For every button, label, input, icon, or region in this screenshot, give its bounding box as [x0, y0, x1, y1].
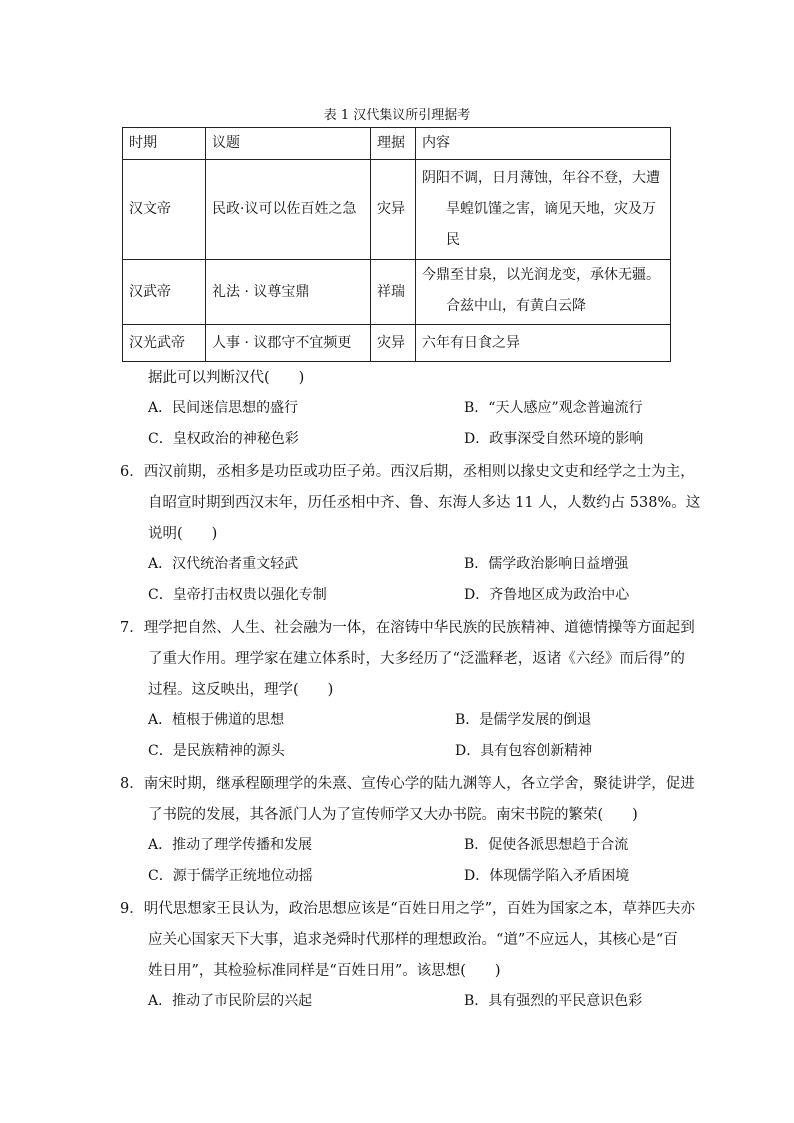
q6-line: 说明( ) [148, 526, 218, 542]
topic-cell: 礼法 · 议尊宝鼎 [206, 260, 371, 325]
q8-option-d: D．体现儒学陷入矛盾困境 [464, 868, 630, 884]
period-cell: 汉光武帝 [123, 325, 206, 362]
q6-option-d: D．齐鲁地区成为政治中心 [464, 587, 630, 603]
q7-line: 过程。这反映出，理学( ) [148, 682, 334, 698]
q6-option-c: C．皇帝打击权贵以强化专制 [148, 587, 327, 603]
q8-option-b: B．促使各派思想趋于合流 [464, 837, 629, 853]
q7-option-b: B．是儒学发展的倒退 [455, 712, 592, 728]
q5-option-a: A．民间迷信思想的盛行 [148, 400, 299, 416]
header-cell: 理据 [371, 128, 416, 160]
content-line: 民 [446, 232, 460, 248]
content-line: 阴阳不调，日月薄蚀，年谷不登，大遭 [422, 170, 660, 186]
q8-option-c: C．源于儒学正统地位动摇 [148, 868, 313, 884]
q5-option-b: B．“天人感应”观念普遍流行 [464, 400, 643, 416]
table-row [123, 160, 671, 260]
basis-cell: 灾异 [371, 325, 416, 362]
header-cell: 议题 [206, 128, 371, 160]
content-cell: 六年有日食之异 [416, 325, 671, 362]
q9-line: 9．明代思想家王艮认为，政治思想应该是“百姓日用之学”，百姓为国家之本，草莽匹夫亦 [120, 901, 696, 917]
q7-line: 7．理学把自然、人生、社会融为一体，在溶铸中华民族的民族精神、道德情操等方面起到 [120, 620, 695, 636]
content-line: 旱蝗饥馑之害，谪见天地，灾及万 [446, 201, 656, 217]
q8-line: 了书院的发展，其各派门人为了宣传师学又大办书院。南宋书院的繁荣( ) [148, 807, 638, 823]
q9-line: 应关心国家天下大事，追求尧舜时代那样的理想政治。“道”不应远人，其核心是“百 [148, 932, 678, 948]
q9-line: 姓日用”，其检验标准同样是“百姓日用”。该思想( ) [148, 963, 501, 979]
table-header-row [123, 128, 671, 160]
basis-cell: 灾异 [371, 160, 416, 260]
topic-cell: 人事 · 议郡守不宜频更 [206, 325, 371, 362]
q7-line: 了重大作用。理学家在建立体系时，大多经历了“泛滥释老，返诸《六经》而后得”的 [148, 651, 685, 667]
period-cell: 汉文帝 [123, 160, 206, 260]
q9-option-b: B．具有强烈的平民意识色彩 [464, 993, 643, 1009]
q6-line: 6．西汉前期，丞相多是功臣或功臣子弟。西汉后期，丞相则以掾史文吏和经学之士为主， [120, 464, 695, 480]
q5-stem: 据此可以判断汉代( ) [148, 370, 305, 386]
data-table [122, 127, 671, 362]
q7-option-c: C．是民族精神的源头 [148, 743, 285, 759]
period-cell: 汉武帝 [123, 260, 206, 325]
table-row [123, 260, 671, 325]
q8-option-a: A．推动了理学传播和发展 [148, 837, 313, 853]
q6-option-a: A．汉代统治者重文轻武 [148, 556, 299, 572]
content-cell [416, 160, 671, 260]
basis-cell: 祥瑞 [371, 260, 416, 325]
q8-line: 8．南宋时期，继承程颐理学的朱熹、宣传心学的陆九渊等人，各立学舍，聚徒讲学，促进 [120, 776, 695, 792]
q5-option-c: C．皇权政治的神秘色彩 [148, 431, 299, 447]
q7-option-a: A．植根于佛道的思想 [148, 712, 285, 728]
table-caption: 表 1 汉代集议所引理据考 [323, 108, 471, 123]
header-cell: 内容 [416, 128, 671, 160]
q7-option-d: D．具有包容创新精神 [455, 743, 593, 759]
topic-cell: 民政·议可以佐百姓之急 [206, 160, 371, 260]
q5-option-d: D．政事深受自然环境的影响 [464, 431, 644, 447]
content-line: 今鼎至甘泉，以光润龙变，承休无疆。 [422, 267, 660, 283]
header-cell: 时期 [123, 128, 206, 160]
q6-line: 自昭宣时期到西汉末年，历任丞相中齐、鲁、东海人多达 11 人，人数约占 538%。这 [148, 495, 701, 511]
content-line: 合兹中山，有黄白云降 [446, 298, 586, 314]
q6-option-b: B．儒学政治影响日益增强 [464, 556, 629, 572]
q9-option-a: A．推动了市民阶层的兴起 [148, 993, 313, 1009]
content-cell [416, 260, 671, 325]
table-row [123, 325, 671, 362]
